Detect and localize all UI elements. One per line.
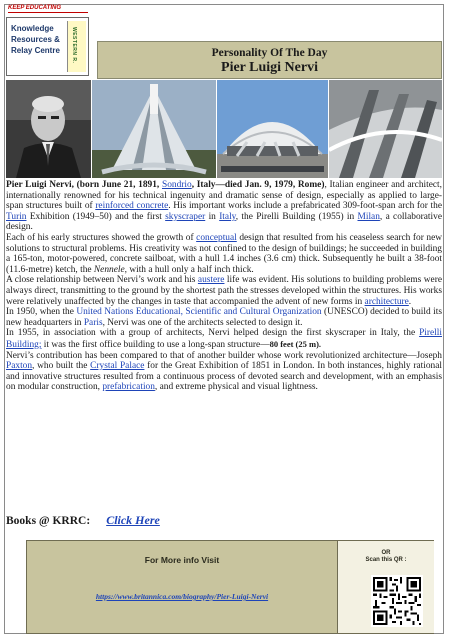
keep-educating-label: KEEP EDUCATING <box>8 5 62 11</box>
footer-info <box>27 541 337 633</box>
text: , Italian engineer and architect, internationally renowned for his technical ingenuity and dramatic sense of design, especially as applied to large-span structures built of <box>6 180 442 212</box>
link-paxton[interactable]: Paxton <box>6 361 33 372</box>
text: . His important works include a prefabricated 309-foot-span arch for the <box>168 201 442 212</box>
text: (UNESCO) decided to build its new headquarters in <box>6 307 442 328</box>
text: life was evident. His solutions to building problems were always direct, transmitting to the ground by the shortest path the stresses developed within the structures. His works were relatively unaffected by the changes in taste that accompanied the advent of new forms in <box>6 275 442 307</box>
text: Exhibition (1949–50) and the first <box>26 211 166 222</box>
link-unesco[interactable]: United Nations Educational, Scientific and Cultural Organization <box>76 307 322 318</box>
paragraph-1 <box>6 180 442 233</box>
text: Nervi’s contribution has been compared to that of another builder whose work revolutionized architecture—Joseph <box>6 350 442 361</box>
link-architecture[interactable]: architecture <box>364 296 409 307</box>
qr-caption <box>338 550 434 564</box>
krrc-line-2: Resources & <box>11 35 60 44</box>
qr-panel <box>337 541 434 633</box>
scan-label: Scan this QR : <box>365 557 407 563</box>
paragraph-2 <box>6 233 442 275</box>
click-here-link[interactable]: Click Here <box>106 513 160 527</box>
link-milan[interactable]: Milan <box>357 211 380 222</box>
krrc-line-1: Knowledge <box>11 24 54 33</box>
text: , a collaborative design. <box>6 211 442 233</box>
text: it was the first office building to use a long-span structure— <box>41 339 270 350</box>
text: for the Great Exhibition of 1851 in London. In both instances, highly rational and innovative structures resulted from a continuous process of devoted search and development, with an emphasis on modular construction, <box>6 361 442 393</box>
birth-info: , (born June 21, 1891, <box>71 180 162 190</box>
link-crystal-palace[interactable]: Crystal Palace <box>90 361 145 372</box>
books-line <box>6 513 160 528</box>
text: in <box>205 211 220 222</box>
link-skyscraper[interactable]: skyscraper <box>165 211 206 222</box>
person-name: Pier Luigi Nervi <box>6 180 72 190</box>
text: A close relationship between Nervi’s work and his <box>6 275 198 286</box>
link-austere[interactable]: austere <box>197 275 225 286</box>
krrc-vertical-text: WESTERN R. <box>71 27 77 64</box>
keep-educating-rule <box>8 12 88 13</box>
qr-code[interactable] <box>371 575 423 627</box>
link-italy[interactable]: Italy <box>219 211 236 222</box>
tower-spire-photo <box>92 80 216 178</box>
link-reinforced-concrete[interactable]: reinforced concrete <box>95 201 169 212</box>
page-subtitle: Personality Of The Day <box>211 47 328 59</box>
text: In 1955, in association with a group of architects, Nervi helped design the first skyscraper in Italy, the <box>6 328 420 339</box>
text: In 1950, when the <box>6 307 77 318</box>
footer-box <box>26 540 434 634</box>
text: , who built the <box>32 361 91 372</box>
link-pirelli-building[interactable]: Pirelli Building; <box>6 328 442 350</box>
text: design that resulted from his ceaseless search for new solutions to structural problems. His creativity was not confined to the design of buildings; he succeeded in building a 165-ton, motor-powered, concrete sailboat, with a hull 1.4 inches (3.6 cm) thick. Subsequently he built a 38-foot (11.6-metre) ketch, the <box>6 232 442 275</box>
death-info: , Italy—died Jan. 9, 1979, Rome) <box>191 180 325 190</box>
text: , the Pirelli Building (1955) in <box>235 211 358 222</box>
krrc-vertical-tag <box>67 21 86 72</box>
link-sondrio[interactable]: Sondrio <box>161 180 192 190</box>
page-title: Pier Luigi Nervi <box>221 60 318 75</box>
link-conceptual[interactable]: conceptual <box>196 232 237 243</box>
link-paris[interactable]: Paris <box>83 317 103 328</box>
paragraph-4 <box>6 307 442 328</box>
text: , Nervi was one of the architects selected to design it. <box>102 317 303 328</box>
text: , and extreme physical and visual lightness. <box>154 382 318 393</box>
krrc-line-3: Relay Centre <box>11 46 60 55</box>
or-label: OR <box>381 550 391 556</box>
ribbed-structure-photo <box>329 80 442 178</box>
krrc-name <box>11 23 63 56</box>
paragraph-3 <box>6 275 442 307</box>
link-turin[interactable]: Turin <box>6 211 27 222</box>
krrc-logo <box>6 17 89 76</box>
photo-strip <box>6 80 442 178</box>
paragraph-5 <box>6 328 442 350</box>
books-label: Books @ KRRC: <box>6 515 91 527</box>
dome-hall-photo <box>217 80 328 178</box>
article-body <box>6 180 442 393</box>
title-banner <box>97 41 442 79</box>
text: with a hull only a half inch thick. <box>126 264 254 275</box>
britannica-link[interactable]: https://www.britannica.com/biography/Pier-Luigi-Nervi <box>95 592 269 601</box>
boat-name: Nennele, <box>93 264 127 275</box>
link-prefabrication[interactable]: prefabrication <box>102 382 155 393</box>
more-info-label: For More info Visit <box>144 555 220 565</box>
building-height: 80 feet (25 m). <box>269 338 322 349</box>
text: . <box>408 296 412 307</box>
paragraph-6 <box>6 351 442 393</box>
portrait-photo <box>6 80 91 178</box>
text: Each of his early structures showed the growth of <box>6 232 197 243</box>
